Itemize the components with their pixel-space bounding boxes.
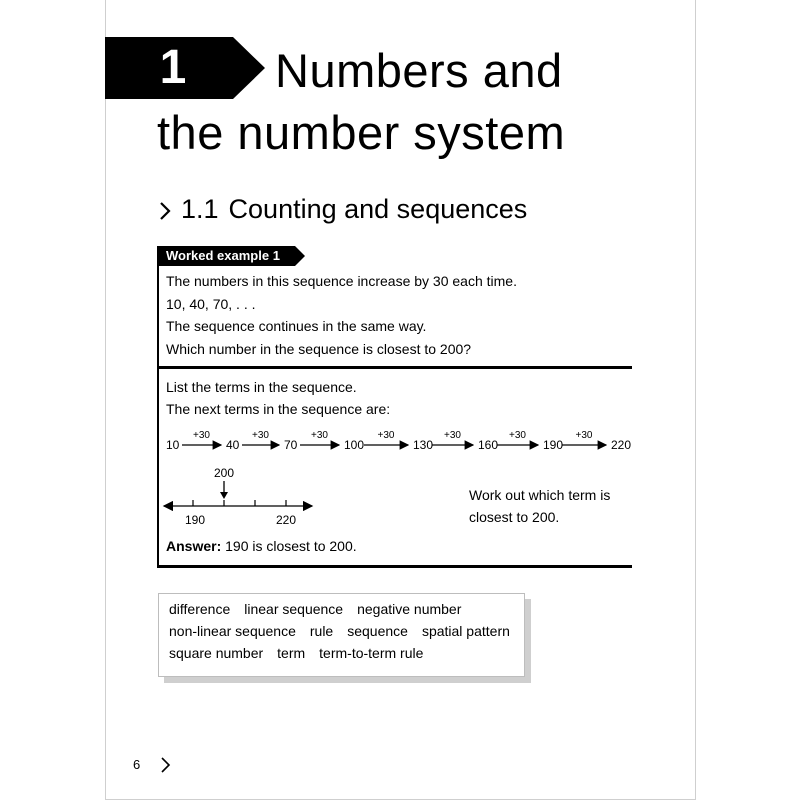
number-line-tick-label: 190 xyxy=(184,513,206,527)
worked-example-border xyxy=(157,266,159,568)
sequence-term: 100 xyxy=(344,438,365,452)
chapter-number: 1 xyxy=(159,41,187,94)
solution-text xyxy=(166,376,390,420)
chapter-title-line-2: the number system xyxy=(157,106,566,159)
sequence-term: 190 xyxy=(543,438,564,452)
sequence-term: 160 xyxy=(478,438,499,452)
section-number: 1.1 xyxy=(181,194,219,224)
keywords-row xyxy=(169,643,437,663)
worked-example-bottom-rule xyxy=(157,565,632,568)
chevron-right-icon xyxy=(155,200,175,222)
number-line-marker-label: 200 xyxy=(213,466,235,480)
note-line: Work out which term is xyxy=(469,487,611,503)
sequence-step-label: +30 xyxy=(311,430,328,441)
page-number: 6 xyxy=(133,757,141,772)
question-line: 10, 40, 70, . . . xyxy=(166,295,256,312)
sequence-term: 220 xyxy=(611,438,632,452)
solution-line: List the terms in the sequence. xyxy=(166,379,357,395)
sequence-diagram xyxy=(160,426,635,456)
worked-example-divider xyxy=(157,366,632,369)
sequence-term: 10 xyxy=(166,438,180,452)
number-line xyxy=(160,462,330,527)
question-line: The numbers in this sequence increase by 30 each time. xyxy=(166,273,517,289)
chapter-title-line-1: Numbers and xyxy=(275,44,563,97)
sequence-step-label: +30 xyxy=(252,430,269,441)
number-line-marker-head xyxy=(220,492,228,499)
keyword: negative number xyxy=(357,601,462,617)
answer-text: 190 is closest to 200. xyxy=(221,538,357,554)
keyword: spatial pattern xyxy=(421,623,510,639)
sequence-term: 40 xyxy=(226,438,240,452)
question-text xyxy=(166,270,517,360)
chapter-title xyxy=(157,40,677,164)
keyword: sequence xyxy=(347,623,408,639)
chevron-right-icon xyxy=(158,755,172,775)
answer-label: Answer: xyxy=(166,538,222,554)
section-title: Counting and sequences xyxy=(228,194,528,224)
keyword: non-linear sequence xyxy=(169,623,296,639)
sequence-step-label: +30 xyxy=(575,430,593,441)
keywords-row xyxy=(169,621,524,641)
answer xyxy=(166,536,357,556)
question-line: The sequence continues in the same way. xyxy=(166,318,427,334)
keyword: linear sequence xyxy=(244,601,344,617)
sequence-step-label: +30 xyxy=(509,430,526,441)
worked-example-label: Worked example 1 xyxy=(166,248,280,263)
worked-example-note xyxy=(469,484,610,528)
note-line: closest to 200. xyxy=(469,509,560,525)
keywords-box xyxy=(158,593,525,677)
sequence-step-label: +30 xyxy=(444,430,461,441)
solution-line: The next terms in the sequence are: xyxy=(166,401,391,417)
keyword: rule xyxy=(309,623,334,639)
section-heading xyxy=(155,190,527,228)
sequence-term: 70 xyxy=(284,438,298,452)
sequence-term: 130 xyxy=(413,438,434,452)
keyword: square number xyxy=(169,645,264,661)
keywords-row xyxy=(169,599,475,619)
question-line: Which number in the sequence is closest to 200? xyxy=(166,340,472,357)
keyword: term-to-term rule xyxy=(319,645,424,661)
number-line-tick-label: 220 xyxy=(275,513,297,527)
sequence-step-label: +30 xyxy=(377,430,395,441)
keyword: term xyxy=(277,645,306,661)
keyword: difference xyxy=(169,601,231,617)
sequence-step-label: +30 xyxy=(193,430,210,441)
